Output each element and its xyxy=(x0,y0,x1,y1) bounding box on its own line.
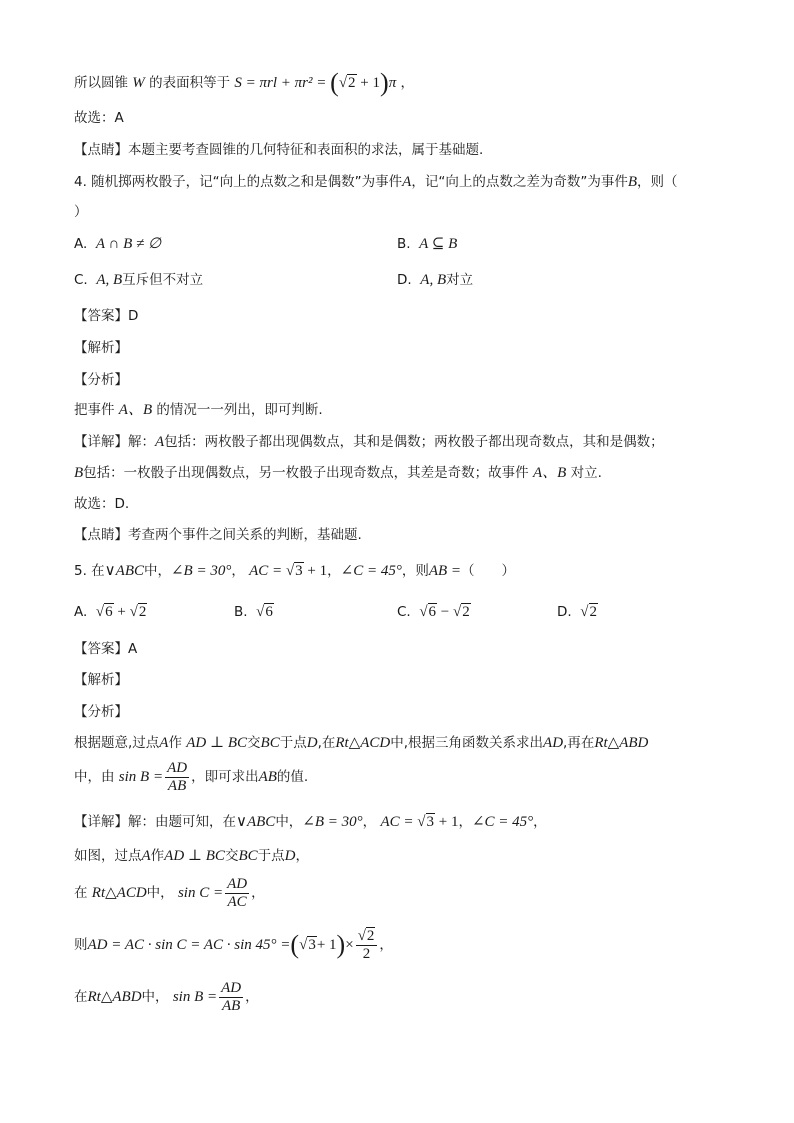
q4-jiexi: 【解析】 xyxy=(74,340,128,356)
q4-dianjing: 【点睛】考查两个事件之间关系的判断，基础题. xyxy=(74,527,362,543)
text-line-select-a: 故选：A xyxy=(74,110,124,126)
q5-detail-4: 则 AD = AC · sin C = AC · sin 45° = ( √3 + 1 ) × $\frac{√2}{2}$ ， xyxy=(74,927,393,962)
q4-fenxi: 【分析】 xyxy=(74,372,128,388)
q5-option-a: A. √6 + √2 xyxy=(74,604,147,620)
q4-answer: 【答案】D xyxy=(74,308,139,324)
q4-detail-1: 【详解】解：A包括：两枚骰子都出现偶数点，其和是偶数；两枚骰子都出现奇数点，其和是偶数； xyxy=(74,434,664,450)
q5-fenxi-1: 根据题意,过点A作 AD ⊥ BC交BC于点D,在Rt△ACD中,根据三角函数关系求出AD,再在Rt△ABD xyxy=(74,735,649,751)
q5-detail-2: 如图，过点A作AD ⊥ BC交BC于点D， xyxy=(74,848,309,864)
q5-option-d: D. √2 xyxy=(557,604,598,620)
q4-select: 故选：D. xyxy=(74,496,130,512)
q4-stem-close: ） xyxy=(74,204,88,220)
math-sqrt2: √2 xyxy=(338,75,356,91)
math-W: W xyxy=(132,75,145,91)
q4-option-d: D. A, B对立 xyxy=(397,272,474,288)
q5-detail-5: 在 Rt△ABD 中， sin B = $\frac{AD}{AB}$ ， xyxy=(74,979,259,1014)
q5-detail-1: 【详解】解：由题可知，在∨ABC中，∠B = 30°， AC = √3 + 1，∠C = 45°， xyxy=(74,814,547,830)
q4-detail-2: B包括：一枚骰子出现偶数点，另一枚骰子出现奇数点，其差是奇数；故事件 A、B 对立. xyxy=(74,465,602,481)
q5-detail-3: 在 Rt△ACD 中， sin C = $\frac{AD}{AC}$ ， xyxy=(74,875,265,910)
q4-option-c: C. A, B互斥但不对立 xyxy=(74,272,204,288)
q5-option-c: C. √6 − √2 xyxy=(397,604,470,620)
text-line-dianjing-3: 【点睛】本题主要考查圆锥的几何特征和表面积的求法，属于基础题. xyxy=(74,142,484,158)
q5-fenxi: 【分析】 xyxy=(74,704,128,720)
q5-fenxi-2: 中，由 sin B = $\frac{AD}{AB}$ ，即可求出 AB 的值. xyxy=(74,759,309,794)
q5-option-b: B. √6 xyxy=(234,604,273,620)
text-line-surface-area: 所以圆锥 W 的表面积等于 S = πrl + πr² = (√2 + 1)π ， xyxy=(74,68,414,97)
q4-option-b: B. A ⊆ B xyxy=(397,236,458,252)
q5-stem: 5. 在∨ABC中，∠B = 30°， AC = √3 + 1，∠C = 45°，则AB =（ ） xyxy=(74,563,516,579)
q4-stem: 4. 随机掷两枚骰子，记“向上的点数之和是偶数”为事件A，记“向上的点数之差为奇数”为事件B，则（ xyxy=(74,174,678,190)
text: ， xyxy=(400,75,414,91)
q4-option-a: A. A ∩ B ≠ ∅ xyxy=(74,236,162,252)
q5-jiexi: 【解析】 xyxy=(74,672,128,688)
math-S-formula: S = πrl + πr² = xyxy=(234,75,331,91)
text: 的表面积等于 xyxy=(149,75,231,91)
text: 所以圆锥 xyxy=(74,75,128,91)
q4-fenxi-text: 把事件 A、B 的情况一一列出，即可判断. xyxy=(74,402,323,418)
q5-answer: 【答案】A xyxy=(74,641,138,657)
